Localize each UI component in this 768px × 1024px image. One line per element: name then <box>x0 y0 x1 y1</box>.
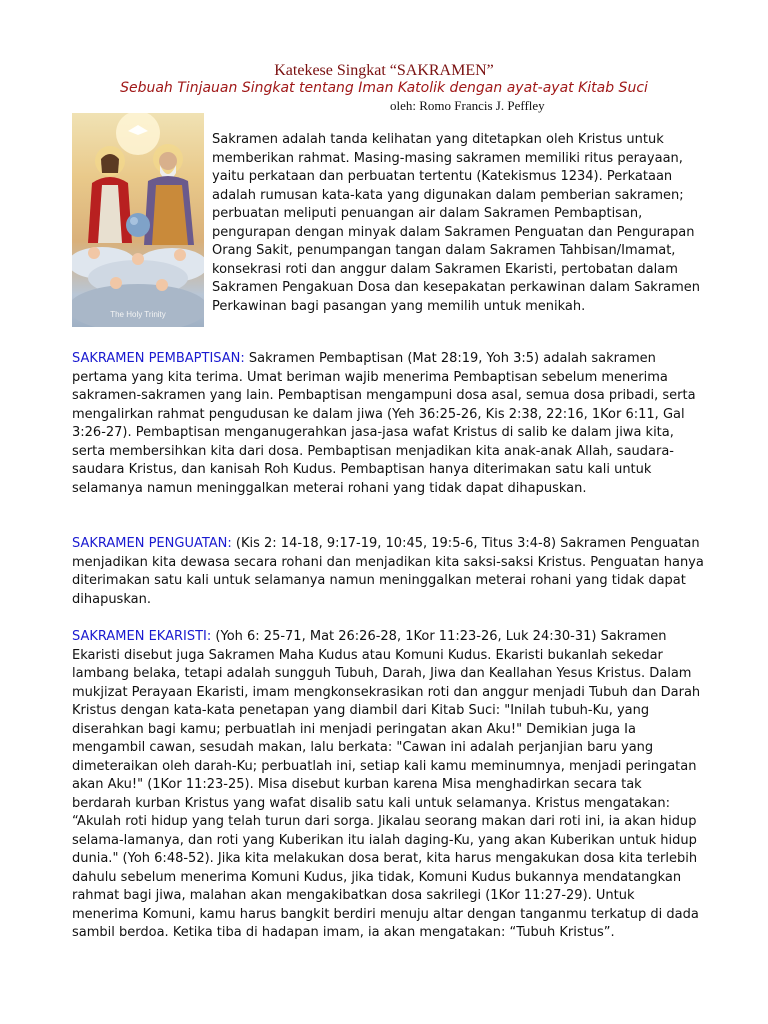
section-pembaptisan <box>72 350 704 498</box>
author-byline: oleh: Romo Francis J. Peffley <box>390 98 545 113</box>
section-text: Sakramen Pembaptisan (Mat 28:19, Yoh 3:5) adalah sakramen pertama yang kita terima. Umat beriman wajib menerima Pembaptisan sebelum menerima sakramen-sakramen yang lain. Pembaptisan mengampuni dosa asal, semua dosa pribadi, serta mengalirkan rahmat pengudusan ke dalam jiwa (Yeh 36:25-26, Kis 2:38, 22:16, 1Kor 6:11, Gal 3:26-27). Pembaptisan menganugerahkan jasa-jasa wafat Kristus di salib ke dalam jiwa kita, serta membersihkan kita dari dosa. Pembaptisan menjadikan kita anak-anak Allah, saudara-saudara Kristus, dan kanisah Roh Kudus. Pembaptisan hanya diterimakan satu kali untuk selamanya namun meninggalkan meterai rohani yang tidak dapat dihapuskan. <box>72 351 696 496</box>
section-ekaristi <box>72 628 704 943</box>
section-text: (Yoh 6: 25-71, Mat 26:26-28, 1Kor 11:23-26, Luk 24:30-31) Sakramen Ekaristi disebut juga Sakramen Maha Kudus atau Komuni Kudus. Ekaristi bukanlah sekedar lambang belaka, tetapi adalah sungguh Tubuh, Darah, Jiwa dan Keallahan Yesus Kristus. Dalam mukjizat Perayaan Ekaristi, imam mengkonsekrasikan roti dan anggur menjadi Tubuh dan Darah Kristus dengan kata-kata penetapan yang diambil dari Kitab Suci: "Inilah tubuh-Ku, yang diserahkan bagi kamu; perbuatlah ini menjadi peringatan akan Aku!" Demikian juga Ia mengambil cawan, sesudah makan, lalu berkata: "Cawan ini adalah perjanjian baru yang dimeteraikan oleh darah-Ku; perbuatlah ini, setiap kali kamu meminumnya, menjadi peringatan akan Aku!" (1Kor 11:23-25). Misa disebut kurban karena Misa menghadirkan secara tak berdarah kurban Kristus yang wafat disalib satu kali untuk selamanya. Kristus mengatakan: “Akulah roti hidup yang telah turun dari sorga. Jikalau seorang makan dari roti ini, ia akan hidup selama-lamanya, dan roti yang Kuberikan itu ialah daging-Ku, yang akan Kuberikan untuk hidup dunia." (Yoh 6:48-52). Jika kita melakukan dosa berat, kita harus mengakukan dosa kita terlebih dahulu sebelum menerima Komuni Kudus, jika tidak, Komuni Kudus bukannya mendatangkan rahmat bagi jiwa, malahan akan mengakibatkan dosa sakrilegi (1Kor 11:27-29). Untuk menerima Komuni, kamu harus bangkit berdiri menuju altar dengan tanganmu terkatup di dada sambil berdoa. Ketika tiba di hadapan imam, ia akan mengatakan: “Tubuh Kristus”. <box>72 629 701 940</box>
document-subtitle: Sebuah Tinjauan Singkat tentang Iman Katolik dengan ayat-ayat Kitab Suci <box>120 80 648 96</box>
section-heading: SAKRAMEN EKARISTI: <box>72 629 212 644</box>
holy-trinity-illustration <box>72 113 204 327</box>
intro-paragraph: Sakramen adalah tanda kelihatan yang ditetapkan oleh Kristus untuk memberikan rahmat. Masing-masing sakramen memiliki ritus perayaan, yaitu perkataan dan perbuatan tertentu (Katekismus 1234). Perkataan adalah rumusan kata-kata yang digunakan dalam pemberian sakramen; perbuatan meliputi penuangan air dalam Sakramen Pembaptisan, pengurapan dengan minyak dalam Sakramen Penguatan dan Pengurapan Orang Sakit, penumpangan tangan dalam Sakramen Tahbisan/Imamat, konsekrasi roti dan anggur dalam Sakramen Ekaristi, pertobatan dalam Sakramen Pengakuan Dosa dan kesepakatan perkawinan dalam Sakramen Perkawinan bagi pasangan yang memilih untuk menikah. <box>212 132 701 314</box>
section-heading: SAKRAMEN PEMBAPTISAN: <box>72 351 245 366</box>
holy-trinity-image <box>72 113 204 327</box>
document-title: Katekese Singkat “SAKRAMEN” <box>274 62 494 79</box>
image-caption: The Holy Trinity <box>110 310 166 319</box>
section-text: (Kis 2: 14-18, 9:17-19, 10:45, 19:5-6, Titus 3:4-8) Sakramen Penguatan menjadikan kita dewasa secara rohani dan menjadikan kita saksi-saksi Kristus. Penguatan hanya diterimakan satu kali untuk selamanya namun meninggalkan meterai rohani yang tidak dapat dihapuskan. <box>72 536 704 607</box>
section-penguatan <box>72 535 704 609</box>
section-heading: SAKRAMEN PENGUATAN: <box>72 536 232 551</box>
